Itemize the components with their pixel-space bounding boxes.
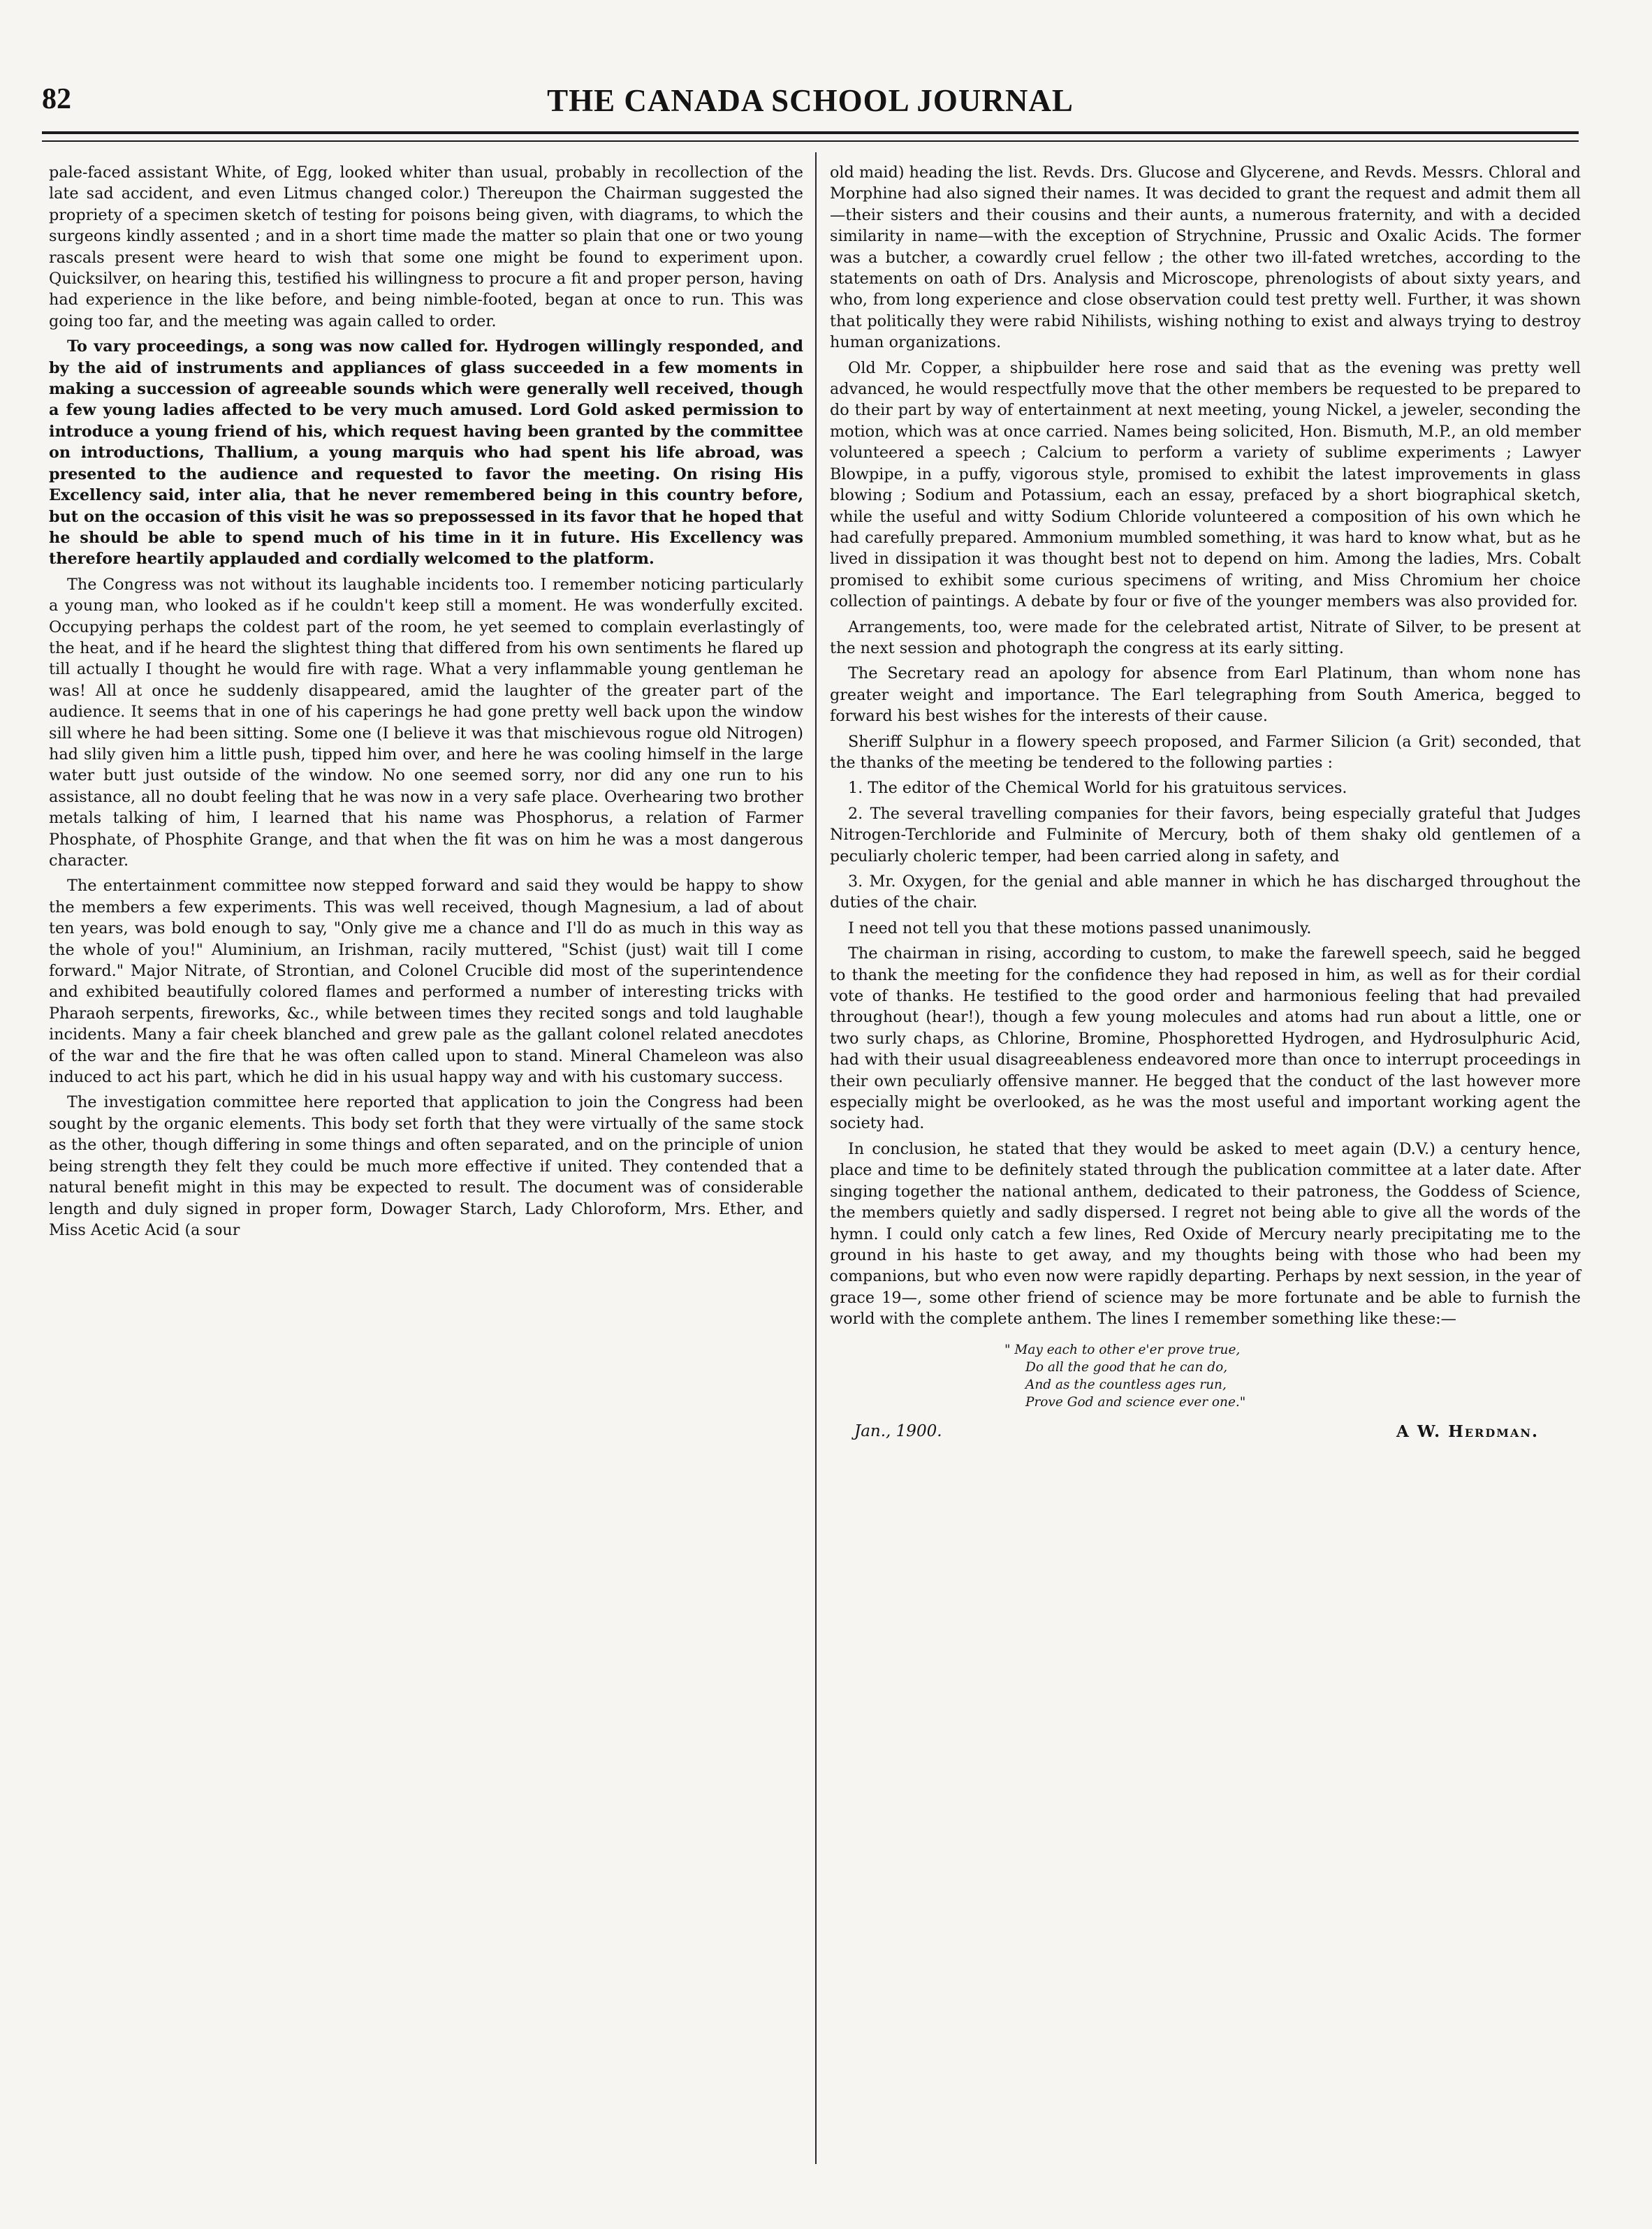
page-header [42,82,1579,138]
paragraph: The investigation committee here reported that application to join the Congress had been sought by the organic elements. This body set forth that they were virtually of the same stock as the other, though differing in some things and often separated, and on the principle of union being strength they felt they could be much more effective if united. They contended that a natural benefit might in this may be expected to result. The document was of considerable length and duly signed in proper form, Dowager Starch, Lady Chloroform, Mrs. Ether, and Miss Acetic Acid (a sour [49,1093,803,1239]
header-rule-thick [42,131,1579,134]
motions-list [830,777,1581,913]
page-number: 82 [42,83,71,115]
column-divider [815,152,817,2164]
paragraph: I need not tell you that these motions passed unanimously. [848,919,1312,937]
paragraph: pale-faced assistant White, of Egg, looked whiter than usual, probably in recollection of the late sad accident, and even Litmus changed color.) Thereupon the Chairman suggested the propriety of a specimen sketch of testing for poisons being given, with diagrams, to which the surgeons kindly assented ; and in a short time made the matter so plain that one or two young rascals present were heard to wish that some one might be found to experiment upon. Quicksilver, on hearing this, testified his willingness to procure a fit and proper person, having had experience in the like before, and being nimble-footed, began at once to run. This was going too far, and the meeting was again called to order. [49,163,803,330]
list-item: 3. Mr. Oxygen, for the genial and able manner in which he has discharged throughout the duties of the chair. [830,872,1581,912]
paragraph: Old Mr. Copper, a shipbuilder here rose and said that as the evening was pretty well advanced, he would respectfully move that the other members be requested to be prepared to do their part by way of entertainment at next meeting, young Nickel, a jeweler, seconding the motion, which was at once carried. Names being solicited, Hon. Bismuth, M.P., an old member volunteered a speech ; Calcium to perform a variety of sublime experiments ; Lawyer Blowpipe, in a puffy, vigorous style, promised to exhibit the latest improvements in glass blowing ; Sodium and Potassium, each an essay, prefaced by a short biographical sketch, while the useful and witty Sodium Chloride volunteered a composition of his own which he had carefully prepared. Ammonium mumbled something, it was hard to know what, but as he lived in dissipation it was thought best not to depend on him. Among the ladies, Mrs. Cobalt promised to exhibit some curious specimens of writing, and Miss Chromium her choice collection of paintings. A debate by four or five of the younger members was also provided for. [830,358,1581,611]
verse-line: Prove God and science ever one." [1025,1394,1246,1410]
list-item: 1. The editor of the Chemical World for his gratuitous services. [848,779,1347,798]
hymn-verse [1004,1341,1581,1411]
right-column [830,162,1581,1450]
date-line: Jan., 1900. [854,1422,942,1440]
paragraph: Arrangements, too, were made for the celebrated artist, Nitrate of Silver, to be present at the next session and photograph the congress at its early sitting. [830,617,1581,657]
signoff [830,1422,1581,1450]
paragraph: Sheriff Sulphur in a flowery speech proposed, and Farmer Silicion (a Grit) seconded, that the thanks of the meeting be tendered to the following parties : [830,732,1581,772]
paragraph: To vary proceedings, a song was now called for. Hydrogen willingly responded, and by the aid of instruments and appliances of glass succeeded in a few moments in making a succession of agreeable sounds which were generally well received, though a few young ladies affected to be very much amused. Lord Gold asked permission to introduce a young friend of his, which request having been granted by the committee on introductions, Thallium, a young marquis who had spent his life abroad, was presented to the audience and requested to favor the meeting. On rising His Excellency said, inter alia, that he never remembered being in this country before, but on the occasion of this visit he was so prepossessed in its favor that he hoped that he should be able to spend much of his time in it in future. His Excellency was therefore heartily applauded and cordially welcomed to the platform. [49,337,803,569]
author-signature: A W. Herdman. [1396,1422,1539,1441]
journal-title: THE CANADA SCHOOL JOURNAL [547,83,1074,118]
verse-line: Do all the good that he can do, [1025,1359,1228,1375]
paragraph: In conclusion, he stated that they would be asked to meet again (D.V.) a century hence, place and time to be definitely stated through the publication committee at a later date. After singing together the national anthem, dedicated to their patroness, the Goddess of Science, the members quietly and sadly dispersed. I regret not being able to give all the words of the hymn. I could only catch a few lines, Red Oxide of Mercury nearly precipitating me to the ground in his haste to get away, and my thoughts being with those who had been my companions, but who even now were rapidly departing. Perhaps by next session, in the year of grace 19—, some other friend of science may be more fortunate and be able to furnish the world with the complete anthem. The lines I remember something like these:— [830,1139,1581,1329]
paragraph: old maid) heading the list. Revds. Drs. Glucose and Glycerene, and Revds. Messrs. Chloral and Morphine had also signed their names. It was decided to grant the request and admit them all—their sisters and their cousins and their aunts, a numerous fraternity, and with a decided similarity in name—with the exception of Strychnine, Prussic and Oxalic Acids. The former was a butcher, a cowardly cruel fellow ; the other two ill-fated wretches, according to the statements on oath of Drs. Analysis and Microscope, phrenologists of about sixty years, and who, from long experience and close observation could test pretty well. Further, it was shown that politically they were rabid Nihilists, wishing nothing to exist and always trying to destroy human organizations. [830,163,1581,352]
list-item: 2. The several travelling companies for their favors, being especially grateful that Judges Nitrogen-Terchloride and Fulminite of Mercury, both of them shaky old gentlemen of a peculiarly choleric temper, had been carried along in safety, and [830,804,1581,865]
verse-line: " May each to other e'er prove true, [1004,1342,1241,1357]
paragraph: The Congress was not without its laughable incidents too. I remember noticing particularly a young man, who looked as if he couldn't keep still a moment. He was wonderfully excited. Occupying perhaps the coldest part of the room, he yet seemed to complain everlastingly of the heat, and if he heard the slightest thing that differed from his own sentiments he flared up till actually I thought he would fire with rage. What a very inflammable young gentleman he was! All at once he suddenly disappeared, amid the laughter of the greater part of the audience. It seems that in one of his caperings he had gone pretty well back upon the window sill where he had been sitting. Some one (I believe it was that mischievous rogue old Nitrogen) had slily given him a little push, tipped him over, and here he was cooling himself in the large water butt just outside of the window. No one seemed sorry, nor did any one run to his assistance, all no doubt feeling that he was now in a very safe place. Overhearing two brother metals talking of him, I learned that his name was Phosphorus, a relation of Farmer Phosphate, of Phosphite Grange, and that when the fit was on him he was a most dangerous character. [49,575,803,870]
paragraph: The chairman in rising, according to custom, to make the farewell speech, said he begged to thank the meeting for the confidence they had reposed in him, as well as for their cordial vote of thanks. He testified to the good order and harmonious feeling that had prevailed throughout (hear!), though a few young molecules and atoms had run about a little, one or two surly chaps, as Chlorine, Bromine, Phosphoretted Hydrogen, and Hydrosulphuric Acid, had with their usual disagreeableness endeavored more than once to interrupt proceedings in their own peculiarly offensive manner. He begged that the conduct of the last however more especially might be overlooked, as he was the most useful and important working agent the society had. [830,944,1581,1133]
left-column [49,162,803,1245]
verse-line: And as the countless ages run, [1025,1377,1227,1392]
header-rule-thin [42,140,1579,142]
paragraph: The Secretary read an apology for absence from Earl Platinum, than whom none has greater weight and importance. The Earl telegraphing from South America, begged to forward his best wishes for the interests of their cause. [830,664,1581,726]
paragraph: The entertainment committee now stepped forward and said they would be happy to show the members a few experiments. This was well received, though Magnesium, a lad of about ten years, was bold enough to say, "Only give me a chance and I'll do as much in this way as the whole of you!" Aluminium, an Irishman, racily muttered, "Schist (just) wait till I come forward." Major Nitrate, of Strontian, and Colonel Crucible did most of the superintendence and exhibited beautifully colored flames and performed a number of interesting tricks with Pharaoh serpents, fireworks, &c., while between times they recited songs and told laughable incidents. Many a fair cheek blanched and grew pale as the gallant colonel related anecdotes of the war and the fire that he was often called upon to stand. Mineral Chameleon was also induced to act his part, which he did in his usual happy way and with his customary success. [49,877,803,1087]
